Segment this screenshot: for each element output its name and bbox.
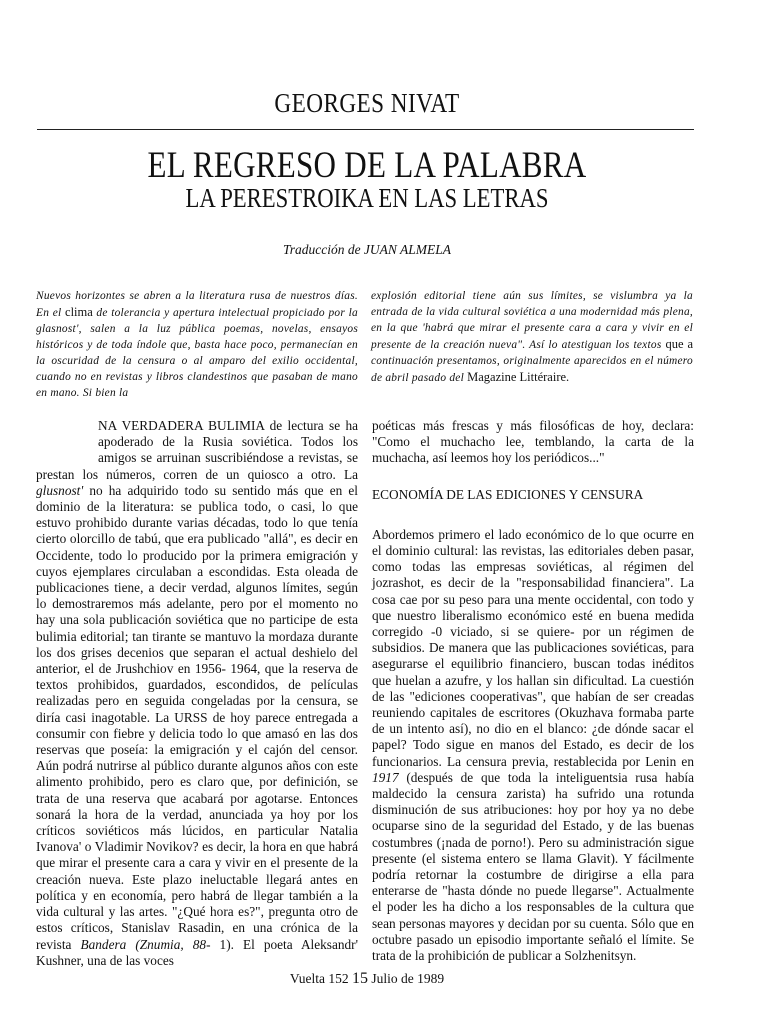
body-text: NA VERDADERA BULIMIA de lectura se ha apoderado de la Rusia soviética. Todos los amigos se arruinan suscribiéndose a revistas, se prestan los números, corren de un quiosco a otro. La	[36, 418, 358, 482]
body-text: no ha adquirido todo su sentido más que en el dominio de la literatura: se publica todo, o casi, lo que estuvo prohibido durante varias décadas, todo lo que tenía cierto olorcillo de tabú, que era publicado "allá", es decir en Occidente, todo lo producido por la primera emigración y cuyos ejemplares circulaban a escondidas. Esta oleada de publicaciones tiene, a decir verdad, algunos límites, según lo demostraremos más adelante, pero por el momento no hay una sola publicación soviética que no participe de esta bulimia editorial; tan tirante se mantuvo la mordaza durante los dos grises decenios que separan el actual deshielo del anterior, el de Jrushchiov en 1956- 1964, que la reserva de textos prohibidos, guardados, escondidos, de películas realizadas pero en seguida congeladas por la censura, se diría casi inagotable. La URSS de hoy parece entregada a consumir con fiebre y delicia todo lo que amasó en las dos reservas que poseía: la emigración y el cajón del censor. Aún podrá nutrirse al público durante algunos años con este alimento prohibido, pero es claro que, por definición, se trata de una reserva que acabará por agotarse. Entonces sonará la hora de la verdad, anunciada ya hoy por los críticos soviéticos más lúcidos, en particular Natalia Ivanova' o Vladimir Novikov? es decir, la hora en que habrá que mirar el presente cara a cara y vivir en el presente de la creación nueva. Este plazo ineluctable llegará antes en política y en economía, pero habrá de llegar también a la vida cultural y las artes. "¿Qué hora es?", pregunta otro de estos críticos, Stanislav Rasadin, en una crónica de la revista	[36, 482, 358, 952]
body-right-column	[372, 418, 694, 964]
body-text: 1). El poeta Aleksandr' Kushner, una de las voces	[36, 936, 358, 968]
year-reference: 1917	[372, 769, 399, 785]
abstract-left-column	[36, 288, 358, 401]
article-subtitle: LA PERESTROIKA EN LAS LETRAS	[185, 183, 549, 213]
page-footer	[0, 970, 734, 988]
page-number: 15	[352, 970, 369, 987]
body-paragraph: poéticas más frescas y más filosóficas de hoy, declara: "Como el muchacho lee, temblando, la carta de la muchacha, así leemos hoy los periódicos..."	[372, 418, 694, 466]
abstract-word-que-a: que a	[665, 337, 693, 351]
article-title: EL REGRESO DE LA PALABRA	[147, 145, 587, 186]
abstract-text: explosión editorial tiene aún sus límites, se vislumbra ya la entrada de la vida cultural soviética a una modernidad más plena, en la que 'habrá que mirar el presente cara a cara y vivir en el presente de la creación nueva". Así lo atestiguan los textos	[371, 290, 693, 351]
body-text: (después de que toda la inteliguentsia rusa había maldecido la censura zarista) ha sufrido una rotunda disminución de sus atribuciones: hoy por hoy ya no debe ocuparse sino de la seguridad del Estado, y de las buenas costumbres (¡nada de porno!). Pero su administración sigue presente (el sistema entero se llama Glavit). Y fácilmente podría retornar la costumbre de dirigirse a ella para enterarse de "hasta dónde no puede llegarse". Actualmente el poder les ha dicho a los responsables de la cultura que sean personas mayores y decidan por su cuenta. Sólo que en octubre pasado un episodio importante señaló el límite. Se trata de la prohibición de publicar a Solzhenitsyn.	[372, 769, 695, 964]
abstract-text: Nuevos horizontes se abren a la literatura rusa de nuestros días. En el	[36, 290, 358, 319]
abstract-word-clima: clima	[65, 305, 93, 319]
abstract-right-column	[371, 288, 693, 386]
magazine-name: Magazine Littéraire.	[467, 370, 570, 384]
body-paragraph	[372, 527, 694, 964]
body-text: Abordemos primero el lado económico de lo que ocurre en el dominio cultural: las revistas, las editoriales deben pasar, como todas las empresas soviéticas, al régimen del jozrashot, es decir de la "responsabilidad financiera". La cosa cae por su peso para una mente occidental, con todo y que nuestro liberalismo económico esté en buena medida corregido -0 viciado, si se quiere- por un régimen de subsidios. De manera que las publicaciones soviéticas, para asegurarse el equilibrio financiero, buscan todas inéditos que huelan a azufre, y los hallan sin dificultad. La cuestión de las "ediciones cooperativas", que habían de ser creadas reuniendo capitales de escritores (Okuzhava formaba parte de un intento así), no dio en el blanco: ¿de dónde sacar el papel? Todo sigue en manos del Estado, es decir de los funcionarios. La censura previa, restablecida por Lenin en	[372, 526, 694, 769]
body-left-column	[36, 418, 358, 969]
abstract-text: de tolerancia y apertura intelectual propiciado por la glasnost', salen a la luz pública poemas, novelas, ensayos históricos y de toda índole que, basta hace poco, permanecían en la oscuridad de la censura o al amparo del exilio occidental, cuando no en revistas y libros clandestinos que pasaban de mano en mano. Si bien la	[36, 307, 358, 399]
magazine-reference: Bandera (Znumia, 88-	[80, 936, 211, 952]
abstract-text: continuación presentamos, originalmente aparecidos en el número de abril pasado del	[371, 355, 693, 384]
body-paragraph	[36, 418, 358, 969]
glasnost-term: glusnost'	[36, 482, 84, 498]
section-heading: ECONOMÍA DE LAS EDICIONES Y CENSURA	[372, 486, 644, 502]
drop-cap-space	[36, 418, 98, 466]
header-rule	[37, 129, 694, 130]
issue-date: Julio de 1989	[371, 971, 445, 986]
translation-credit: Traducción de JUAN ALMELA	[282, 242, 452, 257]
author-name: GEORGES NIVAT	[274, 88, 460, 118]
journal-issue: Vuelta 152	[289, 971, 349, 986]
